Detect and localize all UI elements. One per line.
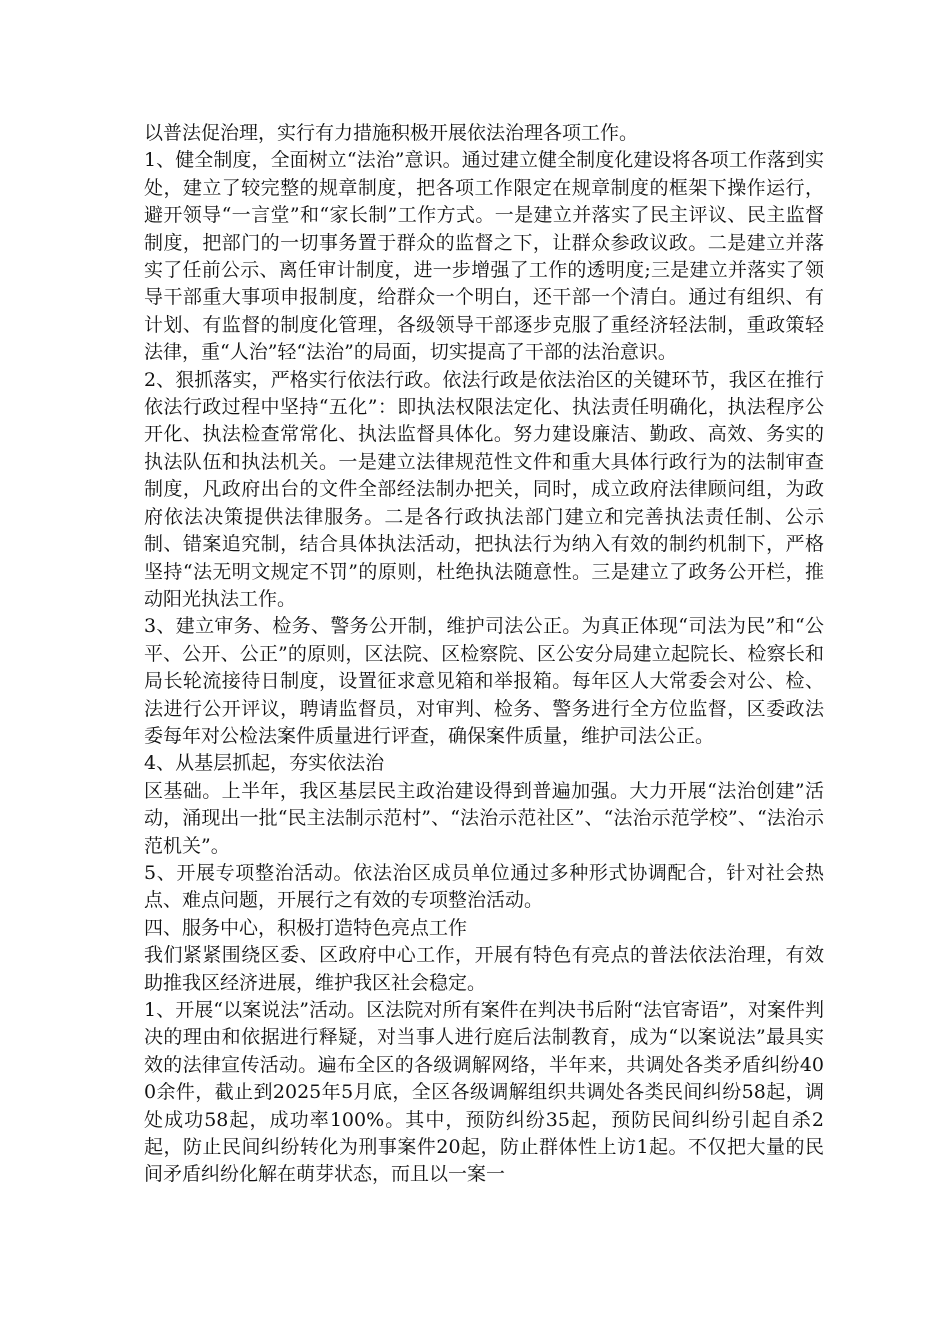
paragraph-item-1-system: 1、健全制度，全面树立“法治”意识。通过建立健全制度化建设将各项工作落到实处，建立了较完整的规章制度，把各项工作限定在规章制度的框架下操作运行，避开领导“一言堂”和“家长制”工作方式。一是建立并落实了民主评议、民主监督制度，把部门的一切事务置于群众的监督之下，让群众参政议政。二是建立并落实了任前公示、离任审计制度，进一步增强了工作的透明度;三是建立并落实了领导干部重大事项申报制度，给群众一个明白，还干部一个清白。通过有组织、有计划、有监督的制度化管理，各级领导干部逐步克服了重经济轻法制，重政策轻法律，重“人治”轻“法治”的局面，切实提高了干部的法治意识。: [144, 149, 824, 364]
paragraph-item-3-judicial: 3、建立审务、检务、警务公开制，维护司法公正。为真正体现“司法为民”和“公平、公开、公正”的原则，区法院、区检察院、区公安分局建立起院长、检察长和局长轮流接待日制度，设置征求意见箱和举报箱。每年区人大常委会对公、检、法进行公开评议，聘请监督员，对审判、检务、警务进行全方位监督，区委政法委每年对公检法案件质量进行评查，确保案件质量，维护司法公正。: [144, 615, 824, 747]
paragraph-intro: 以普法促治理，实行有力措施积极开展依法治理各项工作。: [144, 122, 639, 144]
document-body: [144, 120, 824, 1189]
paragraph-item-4-body: 区基础。上半年，我区基层民主政治建设得到普遍加强。大力开展“法治创建”活动，涌现出一批“民主法制示范村”、“法治示范社区”、“法治示范学校”、“法治示范机关”。: [144, 779, 824, 857]
paragraph-section-four-item-1: 1、开展“以案说法”活动。区法院对所有案件在判决书后附“法官寄语”，对案件判决的理由和依据进行释疑，对当事人进行庭后法制教育，成为“以案说法”最具实效的法律宣传活动。遍布全区的各级调解网络，半年来，共调处各类矛盾纠纷400余件，截止到2025年5月底，全区各级调解组织共调处各类民间纠纷58起，调处成功58起，成功率100%。其中，预防纠纷35起，预防民间纠纷引起自杀2起，防止民间纠纷转化为刑事案件20起，防止群体性上访1起。不仅把大量的民间矛盾纠纷化解在萌芽状态，而且以一案一: [144, 999, 824, 1186]
paragraph-item-5-rectification: 5、开展专项整治活动。依法治区成员单位通过多种形式协调配合，针对社会热点、难点问题，开展行之有效的专项整治活动。: [144, 861, 824, 912]
paragraph-section-four-intro: 我们紧紧围绕区委、区政府中心工作，开展有特色有亮点的普法依法治理，有效助推我区经济进展，维护我区社会稳定。: [144, 944, 824, 994]
paragraph-item-4-heading: 4、从基层抓起，夯实依法治: [144, 752, 385, 775]
section-heading-four: 四、服务中心，积极打造特色亮点工作: [144, 916, 468, 939]
paragraph-item-2-administration: 2、狠抓落实，严格实行依法行政。依法行政是依法治区的关键环节，我区在推行依法行政过程中坚持“五化”：即执法权限法定化、执法责任明确化，执法程序公开化、执法检查常常化、执法监督具体化。努力建设廉洁、勤政、高效、务实的执法队伍和执法机关。一是建立法律规范性文件和重大具体行政行为的法制审查制度，凡政府出台的文件全部经法制办把关，同时，成立政府法律顾问组，为政府依法决策提供法律服务。二是各行政执法部门建立和完善执法责任制、公示制、错案追究制，结合具体执法活动，把执法行为纳入有效的制约机制下，严格坚持“法无明文规定不罚”的原则，杜绝执法随意性。三是建立了政务公开栏，推动阳光执法工作。: [144, 368, 824, 610]
